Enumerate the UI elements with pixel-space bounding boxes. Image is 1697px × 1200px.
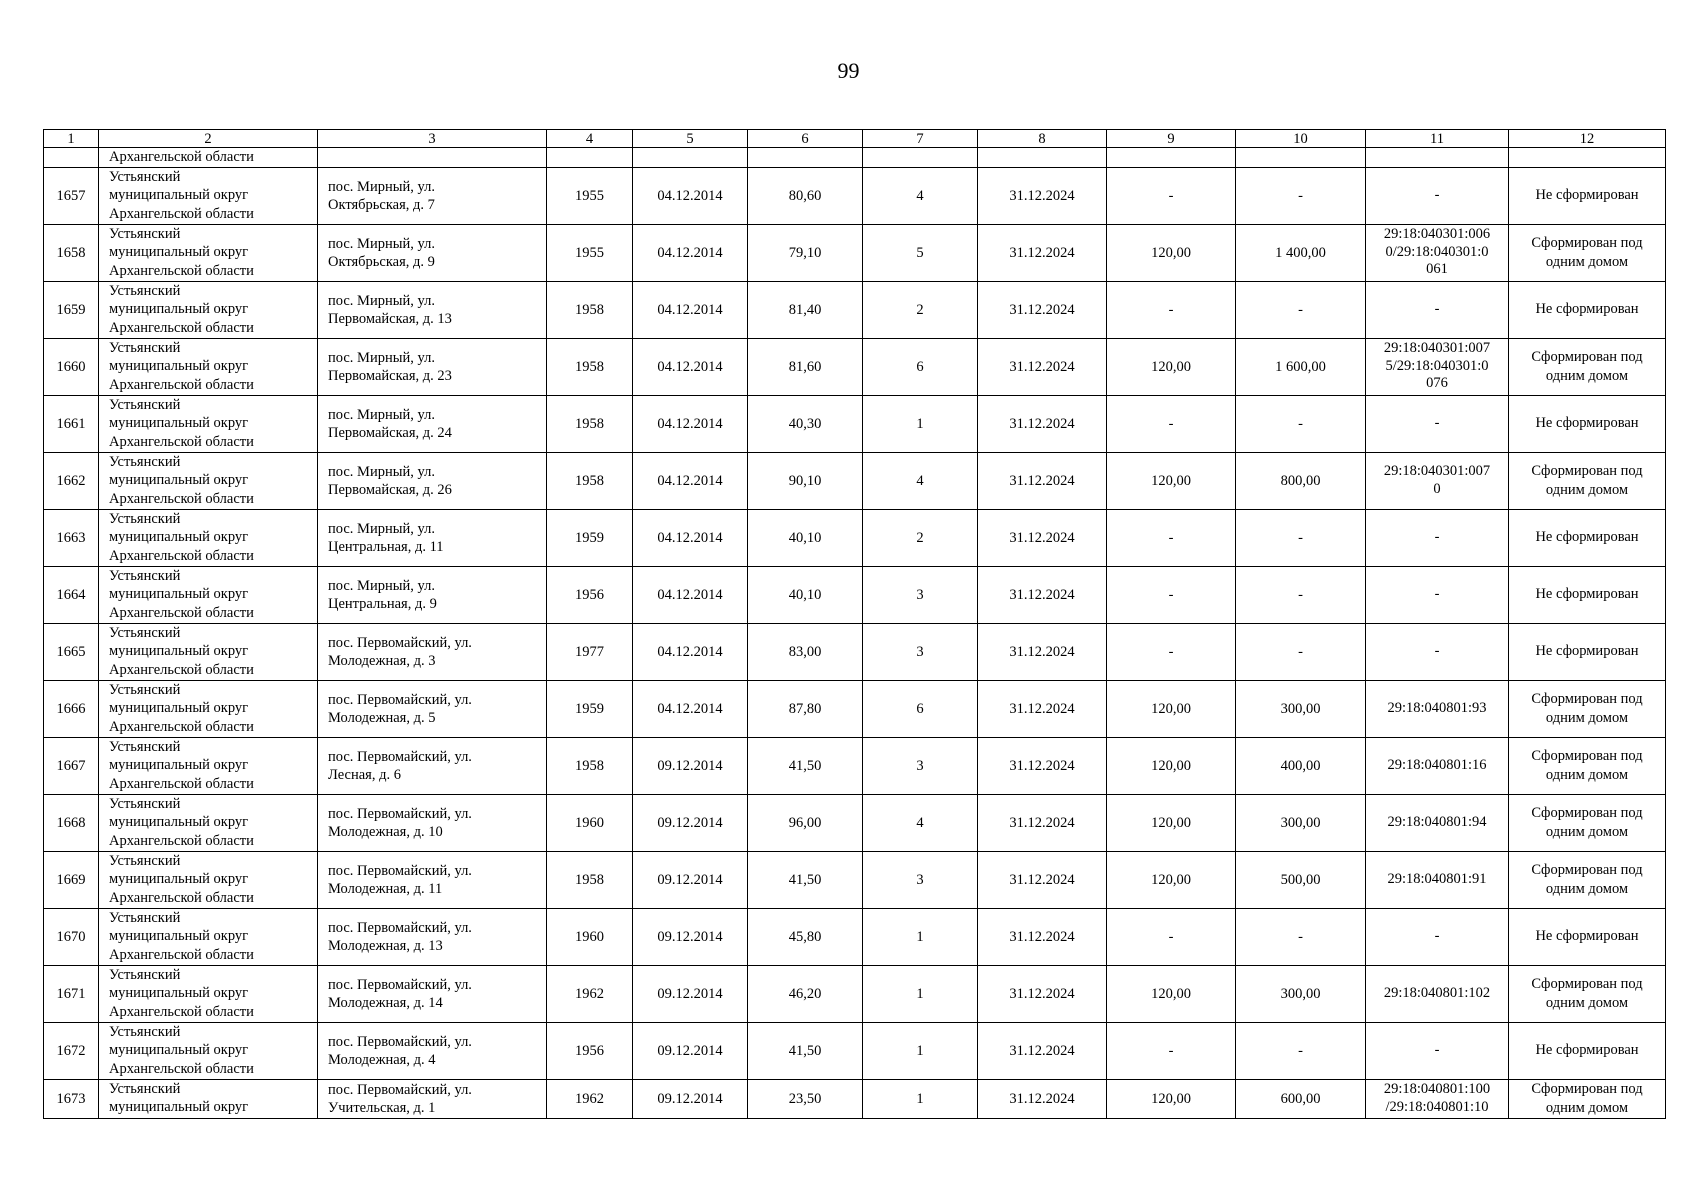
year-built-cell: 1962 [547, 1079, 633, 1118]
year-built-cell: 1977 [547, 623, 633, 680]
row-number-cell: 1668 [44, 794, 99, 851]
row-number-cell: 1662 [44, 452, 99, 509]
address-cell: пос. Первомайский, ул. Молодежная, д. 3 [318, 623, 547, 680]
recognition-date-cell: 04.12.2014 [633, 281, 748, 338]
cadastral-number-cell: 29:18:040801:16 [1366, 737, 1509, 794]
row-number-cell: 1671 [44, 965, 99, 1022]
continuation-cell-4 [547, 148, 633, 168]
row-number-cell: 1661 [44, 395, 99, 452]
land-status-cell: Сформирован под одним домом [1509, 680, 1666, 737]
recognition-date-cell: 09.12.2014 [633, 737, 748, 794]
area-cell: 41,50 [748, 737, 863, 794]
column-header-7: 7 [863, 130, 978, 148]
land-status-cell: Сформирован под одним домом [1509, 851, 1666, 908]
continuation-cell-1 [44, 148, 99, 168]
land-value-cell: 400,00 [1236, 737, 1366, 794]
continuation-cell-8 [978, 148, 1107, 168]
continuation-district-cell: Архангельской области [99, 148, 318, 168]
column-header-6: 6 [748, 130, 863, 148]
resettlement-deadline-cell: 31.12.2024 [978, 737, 1107, 794]
recognition-date-cell: 09.12.2014 [633, 794, 748, 851]
district-cell: Устьянский муниципальный округ Архангельской области [99, 338, 318, 395]
land-area-cell: - [1107, 623, 1236, 680]
row-number-cell: 1657 [44, 167, 99, 224]
column-header-2: 2 [99, 130, 318, 148]
land-status-cell: Сформирован под одним домом [1509, 737, 1666, 794]
district-cell: Устьянский муниципальный округ Архангельской области [99, 395, 318, 452]
land-value-cell: - [1236, 281, 1366, 338]
land-status-cell: Не сформирован [1509, 509, 1666, 566]
area-cell: 40,10 [748, 566, 863, 623]
resettlement-deadline-cell: 31.12.2024 [978, 509, 1107, 566]
continuation-cell-5 [633, 148, 748, 168]
year-built-cell: 1960 [547, 794, 633, 851]
address-cell: пос. Первомайский, ул. Молодежная, д. 5 [318, 680, 547, 737]
page-number: 99 [837, 58, 860, 83]
address-cell: пос. Мирный, ул. Первомайская, д. 13 [318, 281, 547, 338]
table-row [44, 851, 1666, 908]
column-header-10: 10 [1236, 130, 1366, 148]
land-area-cell: - [1107, 908, 1236, 965]
year-built-cell: 1960 [547, 908, 633, 965]
row-number-cell: 1660 [44, 338, 99, 395]
land-value-cell: - [1236, 167, 1366, 224]
residents-count-cell: 1 [863, 395, 978, 452]
land-area-cell: 120,00 [1107, 680, 1236, 737]
column-header-12: 12 [1509, 130, 1666, 148]
land-area-cell: 120,00 [1107, 1079, 1236, 1118]
area-cell: 41,50 [748, 851, 863, 908]
table-row [44, 623, 1666, 680]
cadastral-number-cell: - [1366, 1022, 1509, 1079]
column-header-11: 11 [1366, 130, 1509, 148]
address-cell: пос. Мирный, ул. Октябрьская, д. 7 [318, 167, 547, 224]
cadastral-number-cell: 29:18:040301:007 0 [1366, 452, 1509, 509]
table-row [44, 1079, 1666, 1118]
land-area-cell: - [1107, 395, 1236, 452]
table-row [44, 1022, 1666, 1079]
cadastral-number-cell: 29:18:040801:93 [1366, 680, 1509, 737]
continuation-cell-11 [1366, 148, 1509, 168]
land-value-cell: 1 600,00 [1236, 338, 1366, 395]
resettlement-deadline-cell: 31.12.2024 [978, 965, 1107, 1022]
cadastral-number-cell: - [1366, 509, 1509, 566]
resettlement-deadline-cell: 31.12.2024 [978, 281, 1107, 338]
area-cell: 80,60 [748, 167, 863, 224]
district-cell: Устьянский муниципальный округ Архангельской области [99, 965, 318, 1022]
recognition-date-cell: 09.12.2014 [633, 851, 748, 908]
resettlement-deadline-cell: 31.12.2024 [978, 623, 1107, 680]
address-cell: пос. Мирный, ул. Первомайская, д. 23 [318, 338, 547, 395]
land-status-cell: Не сформирован [1509, 908, 1666, 965]
cadastral-number-cell: 29:18:040801:94 [1366, 794, 1509, 851]
recognition-date-cell: 09.12.2014 [633, 1022, 748, 1079]
residents-count-cell: 3 [863, 566, 978, 623]
residents-count-cell: 5 [863, 224, 978, 281]
land-value-cell: 500,00 [1236, 851, 1366, 908]
column-header-4: 4 [547, 130, 633, 148]
district-cell: Устьянский муниципальный округ Архангельской области [99, 566, 318, 623]
row-number-cell: 1666 [44, 680, 99, 737]
district-cell: Устьянский муниципальный округ Архангельской области [99, 680, 318, 737]
table-row [44, 338, 1666, 395]
year-built-cell: 1958 [547, 737, 633, 794]
resettlement-deadline-cell: 31.12.2024 [978, 224, 1107, 281]
residents-count-cell: 4 [863, 794, 978, 851]
land-area-cell: 120,00 [1107, 224, 1236, 281]
land-value-cell: - [1236, 509, 1366, 566]
row-number-cell: 1658 [44, 224, 99, 281]
row-number-cell: 1673 [44, 1079, 99, 1118]
column-header-8: 8 [978, 130, 1107, 148]
table-row [44, 167, 1666, 224]
land-area-cell: - [1107, 167, 1236, 224]
land-status-cell: Не сформирован [1509, 1022, 1666, 1079]
resettlement-deadline-cell: 31.12.2024 [978, 908, 1107, 965]
area-cell: 83,00 [748, 623, 863, 680]
residents-count-cell: 6 [863, 338, 978, 395]
land-status-cell: Сформирован под одним домом [1509, 965, 1666, 1022]
land-value-cell: 600,00 [1236, 1079, 1366, 1118]
district-cell: Устьянский муниципальный округ Архангельской области [99, 452, 318, 509]
table-row [44, 395, 1666, 452]
year-built-cell: 1955 [547, 224, 633, 281]
land-status-cell: Сформирован под одним домом [1509, 794, 1666, 851]
recognition-date-cell: 09.12.2014 [633, 908, 748, 965]
resettlement-deadline-cell: 31.12.2024 [978, 680, 1107, 737]
year-built-cell: 1955 [547, 167, 633, 224]
table-row [44, 224, 1666, 281]
residents-count-cell: 6 [863, 680, 978, 737]
resettlement-deadline-cell: 31.12.2024 [978, 338, 1107, 395]
row-number-cell: 1669 [44, 851, 99, 908]
column-number-header-row [44, 130, 1666, 148]
land-area-cell: - [1107, 509, 1236, 566]
column-header-1: 1 [44, 130, 99, 148]
land-value-cell: - [1236, 566, 1366, 623]
land-area-cell: 120,00 [1107, 965, 1236, 1022]
district-cell: Устьянский муниципальный округ Архангельской области [99, 623, 318, 680]
land-status-cell: Не сформирован [1509, 623, 1666, 680]
cadastral-number-cell: - [1366, 623, 1509, 680]
land-area-cell: 120,00 [1107, 851, 1236, 908]
land-status-cell: Сформирован под одним домом [1509, 452, 1666, 509]
residents-count-cell: 2 [863, 281, 978, 338]
continuation-cell-9 [1107, 148, 1236, 168]
land-area-cell: 120,00 [1107, 452, 1236, 509]
address-cell: пос. Первомайский, ул. Молодежная, д. 4 [318, 1022, 547, 1079]
year-built-cell: 1958 [547, 851, 633, 908]
area-cell: 45,80 [748, 908, 863, 965]
address-cell: пос. Первомайский, ул. Молодежная, д. 10 [318, 794, 547, 851]
year-built-cell: 1956 [547, 1022, 633, 1079]
area-cell: 81,60 [748, 338, 863, 395]
land-area-cell: 120,00 [1107, 794, 1236, 851]
year-built-cell: 1958 [547, 281, 633, 338]
resettlement-deadline-cell: 31.12.2024 [978, 395, 1107, 452]
year-built-cell: 1958 [547, 338, 633, 395]
district-cell: Устьянский муниципальный округ Архангельской области [99, 281, 318, 338]
residents-count-cell: 1 [863, 1079, 978, 1118]
residents-count-cell: 3 [863, 623, 978, 680]
column-header-5: 5 [633, 130, 748, 148]
land-status-cell: Сформирован под одним домом [1509, 1079, 1666, 1118]
row-number-cell: 1667 [44, 737, 99, 794]
resettlement-deadline-cell: 31.12.2024 [978, 566, 1107, 623]
residents-count-cell: 1 [863, 965, 978, 1022]
row-number-cell: 1672 [44, 1022, 99, 1079]
district-cell: Устьянский муниципальный округ Архангельской области [99, 224, 318, 281]
land-value-cell: - [1236, 1022, 1366, 1079]
resettlement-deadline-cell: 31.12.2024 [978, 452, 1107, 509]
residents-count-cell: 1 [863, 908, 978, 965]
district-cell: Устьянский муниципальный округ Архангельской области [99, 509, 318, 566]
resettlement-deadline-cell: 31.12.2024 [978, 167, 1107, 224]
cadastral-number-cell: - [1366, 281, 1509, 338]
area-cell: 81,40 [748, 281, 863, 338]
table-row [44, 509, 1666, 566]
area-cell: 87,80 [748, 680, 863, 737]
table-row [44, 794, 1666, 851]
address-cell: пос. Первомайский, ул. Молодежная, д. 11 [318, 851, 547, 908]
recognition-date-cell: 09.12.2014 [633, 965, 748, 1022]
residents-count-cell: 4 [863, 167, 978, 224]
land-status-cell: Не сформирован [1509, 281, 1666, 338]
continuation-row [44, 148, 1666, 168]
land-status-cell: Сформирован под одним домом [1509, 224, 1666, 281]
resettlement-deadline-cell: 31.12.2024 [978, 1079, 1107, 1118]
cadastral-number-cell: 29:18:040301:007 5/29:18:040301:0 076 [1366, 338, 1509, 395]
land-status-cell: Не сформирован [1509, 167, 1666, 224]
residents-count-cell: 4 [863, 452, 978, 509]
registry-table [43, 129, 1666, 1119]
resettlement-deadline-cell: 31.12.2024 [978, 794, 1107, 851]
row-number-cell: 1663 [44, 509, 99, 566]
residents-count-cell: 3 [863, 737, 978, 794]
cadastral-number-cell: 29:18:040301:006 0/29:18:040301:0 061 [1366, 224, 1509, 281]
district-cell: Устьянский муниципальный округ Архангельской области [99, 167, 318, 224]
district-cell: Устьянский муниципальный округ Архангельской области [99, 737, 318, 794]
table-row [44, 566, 1666, 623]
table-row [44, 908, 1666, 965]
address-cell: пос. Первомайский, ул. Молодежная, д. 13 [318, 908, 547, 965]
land-value-cell: - [1236, 908, 1366, 965]
recognition-date-cell: 04.12.2014 [633, 452, 748, 509]
area-cell: 46,20 [748, 965, 863, 1022]
area-cell: 41,50 [748, 1022, 863, 1079]
recognition-date-cell: 04.12.2014 [633, 566, 748, 623]
year-built-cell: 1958 [547, 452, 633, 509]
address-cell: пос. Мирный, ул. Центральная, д. 9 [318, 566, 547, 623]
resettlement-deadline-cell: 31.12.2024 [978, 851, 1107, 908]
district-cell: Устьянский муниципальный округ [99, 1079, 318, 1118]
address-cell: пос. Первомайский, ул. Лесная, д. 6 [318, 737, 547, 794]
district-cell: Устьянский муниципальный округ Архангельской области [99, 908, 318, 965]
cadastral-number-cell: - [1366, 167, 1509, 224]
cadastral-number-cell: - [1366, 395, 1509, 452]
cadastral-number-cell: 29:18:040801:100 /29:18:040801:10 [1366, 1079, 1509, 1118]
cadastral-number-cell: 29:18:040801:102 [1366, 965, 1509, 1022]
land-value-cell: 1 400,00 [1236, 224, 1366, 281]
year-built-cell: 1958 [547, 395, 633, 452]
address-cell: пос. Первомайский, ул. Молодежная, д. 14 [318, 965, 547, 1022]
table-row [44, 965, 1666, 1022]
land-status-cell: Не сформирован [1509, 395, 1666, 452]
land-area-cell: - [1107, 1022, 1236, 1079]
row-number-cell: 1664 [44, 566, 99, 623]
recognition-date-cell: 04.12.2014 [633, 338, 748, 395]
land-status-cell: Не сформирован [1509, 566, 1666, 623]
address-cell: пос. Первомайский, ул. Учительская, д. 1 [318, 1079, 547, 1118]
land-value-cell: 300,00 [1236, 794, 1366, 851]
area-cell: 90,10 [748, 452, 863, 509]
year-built-cell: 1959 [547, 680, 633, 737]
area-cell: 23,50 [748, 1079, 863, 1118]
recognition-date-cell: 04.12.2014 [633, 623, 748, 680]
land-status-cell: Сформирован под одним домом [1509, 338, 1666, 395]
recognition-date-cell: 04.12.2014 [633, 509, 748, 566]
address-cell: пос. Мирный, ул. Октябрьская, д. 9 [318, 224, 547, 281]
area-cell: 40,30 [748, 395, 863, 452]
recognition-date-cell: 09.12.2014 [633, 1079, 748, 1118]
residents-count-cell: 3 [863, 851, 978, 908]
land-area-cell: - [1107, 566, 1236, 623]
column-header-3: 3 [318, 130, 547, 148]
recognition-date-cell: 04.12.2014 [633, 224, 748, 281]
area-cell: 40,10 [748, 509, 863, 566]
year-built-cell: 1956 [547, 566, 633, 623]
land-value-cell: 300,00 [1236, 680, 1366, 737]
resettlement-deadline-cell: 31.12.2024 [978, 1022, 1107, 1079]
area-cell: 96,00 [748, 794, 863, 851]
row-number-cell: 1665 [44, 623, 99, 680]
continuation-cell-3 [318, 148, 547, 168]
table-row [44, 737, 1666, 794]
year-built-cell: 1962 [547, 965, 633, 1022]
continuation-cell-12 [1509, 148, 1666, 168]
address-cell: пос. Мирный, ул. Центральная, д. 11 [318, 509, 547, 566]
continuation-cell-7 [863, 148, 978, 168]
address-cell: пос. Мирный, ул. Первомайская, д. 26 [318, 452, 547, 509]
land-area-cell: - [1107, 281, 1236, 338]
district-cell: Устьянский муниципальный округ Архангельской области [99, 851, 318, 908]
recognition-date-cell: 04.12.2014 [633, 680, 748, 737]
row-number-cell: 1670 [44, 908, 99, 965]
district-cell: Устьянский муниципальный округ Архангельской области [99, 794, 318, 851]
land-value-cell: - [1236, 623, 1366, 680]
land-value-cell: 800,00 [1236, 452, 1366, 509]
recognition-date-cell: 04.12.2014 [633, 167, 748, 224]
table-row [44, 281, 1666, 338]
residents-count-cell: 1 [863, 1022, 978, 1079]
table-row [44, 680, 1666, 737]
cadastral-number-cell: - [1366, 566, 1509, 623]
year-built-cell: 1959 [547, 509, 633, 566]
district-cell: Устьянский муниципальный округ Архангельской области [99, 1022, 318, 1079]
land-value-cell: - [1236, 395, 1366, 452]
cadastral-number-cell: - [1366, 908, 1509, 965]
table-row [44, 452, 1666, 509]
area-cell: 79,10 [748, 224, 863, 281]
land-area-cell: 120,00 [1107, 338, 1236, 395]
continuation-cell-6 [748, 148, 863, 168]
column-header-9: 9 [1107, 130, 1236, 148]
land-value-cell: 300,00 [1236, 965, 1366, 1022]
recognition-date-cell: 04.12.2014 [633, 395, 748, 452]
cadastral-number-cell: 29:18:040801:91 [1366, 851, 1509, 908]
address-cell: пос. Мирный, ул. Первомайская, д. 24 [318, 395, 547, 452]
continuation-cell-10 [1236, 148, 1366, 168]
row-number-cell: 1659 [44, 281, 99, 338]
land-area-cell: 120,00 [1107, 737, 1236, 794]
residents-count-cell: 2 [863, 509, 978, 566]
